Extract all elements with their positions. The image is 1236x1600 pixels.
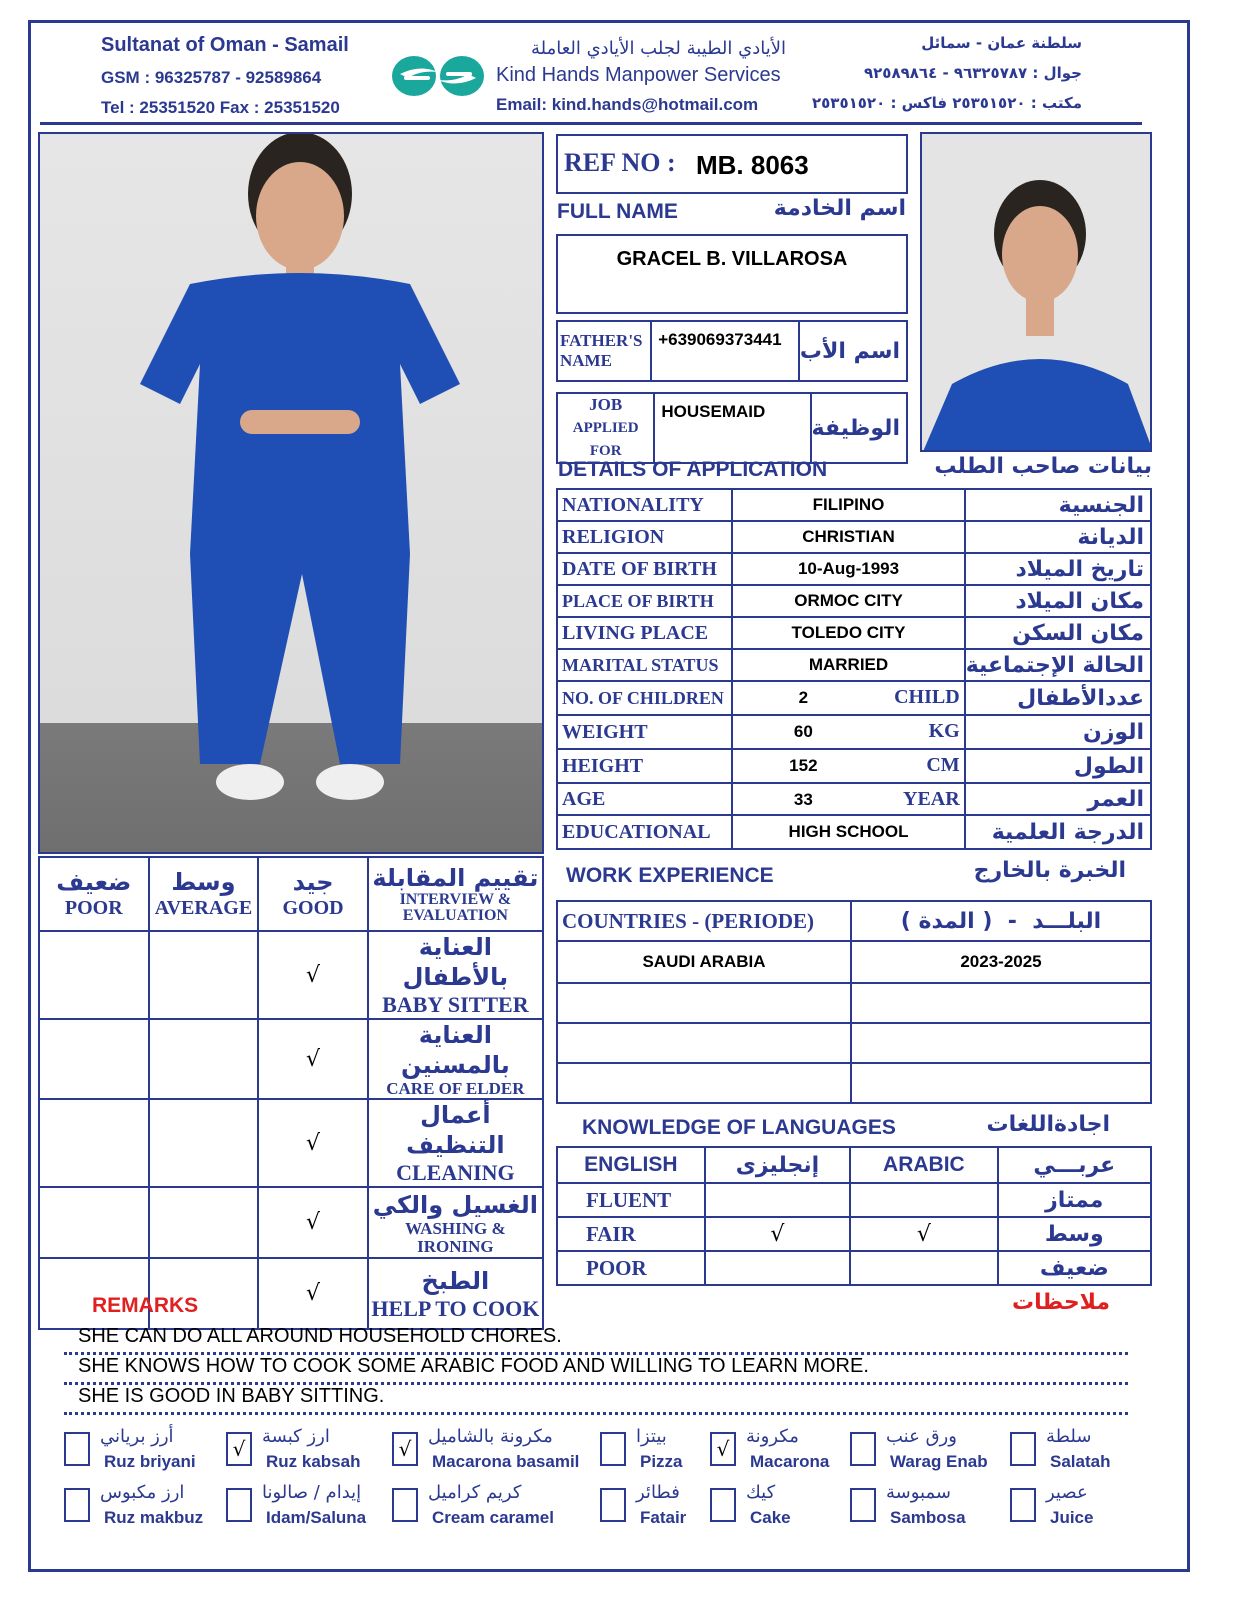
detail-value-cell (732, 649, 964, 681)
evaluation-poor-check (39, 1019, 149, 1099)
food-checkbox[interactable] (392, 1488, 418, 1522)
food-name-ar: إيدام / صالونا (262, 1482, 362, 1503)
detail-value-cell (732, 783, 964, 815)
food-checkbox[interactable]: √ (710, 1432, 736, 1466)
evaluation-header-ar: جيد (292, 868, 334, 896)
details-row (557, 815, 1151, 849)
lang-level-en: FAIR (557, 1217, 705, 1251)
food-name-ar: ورق عنب (886, 1426, 957, 1447)
details-row (557, 649, 1151, 681)
food-checkbox[interactable] (710, 1488, 736, 1522)
evaluation-skill-en: BABY SITTER (382, 992, 529, 1017)
detail-label-en: HEIGHT (557, 749, 732, 783)
food-name-ar: سلطة (1046, 1426, 1092, 1447)
details-row (557, 553, 1151, 585)
lang-level-ar: ممتاز (998, 1183, 1151, 1217)
remark-line: SHE CAN DO ALL AROUND HOUSEHOLD CHORES. (78, 1325, 562, 1347)
evaluation-header (149, 857, 259, 931)
lang-arabic-check (850, 1251, 997, 1285)
languages-title-ar: اجادةاللغات (986, 1112, 1110, 1137)
full-name-label-ar: اسم الخادمة (773, 196, 906, 221)
work-row (557, 941, 1151, 983)
detail-value: ORMOC CITY (794, 591, 903, 610)
job-label-en: JOB APPLIED FOR (557, 393, 654, 463)
detail-value: HIGH SCHOOL (788, 822, 909, 841)
ref-box (556, 134, 908, 194)
detail-label-ar: الديانة (965, 521, 1151, 553)
food-name-ar: سمبوسة (886, 1482, 951, 1503)
lang-english-en: ENGLISH (557, 1147, 705, 1183)
detail-label-en: WEIGHT (557, 715, 732, 749)
header-tel-ar: مكتب : ٢٥٣٥١٥٢٠ فاكس : ٢٥٣٥١٥٢٠ (811, 94, 1082, 112)
lang-level-ar: ضعيف (998, 1251, 1151, 1285)
work-row (557, 1023, 1151, 1063)
detail-label-en: PLACE OF BIRTH (557, 585, 732, 617)
detail-label-ar: العمر (965, 783, 1151, 815)
header-gsm-ar: جوال : ٩٦٣٢٥٧٨٧ - ٩٢٥٨٩٨٦٤ (864, 64, 1082, 82)
father-value-cell (651, 321, 799, 381)
languages-row (557, 1251, 1151, 1285)
detail-value-cell (732, 681, 964, 715)
lang-arabic-check: √ (850, 1217, 997, 1251)
food-name-ar: ارز كبسة (262, 1426, 330, 1447)
detail-label-en: NATIONALITY (557, 489, 732, 521)
details-row (557, 681, 1151, 715)
work-header-row (557, 901, 1151, 941)
detail-label-en: DATE OF BIRTH (557, 553, 732, 585)
food-checkbox[interactable] (1010, 1432, 1036, 1466)
detail-value-cell (732, 815, 964, 849)
evaluation-good-check: √ (258, 1019, 367, 1099)
header-tel-en: Tel : 25351520 Fax : 25351520 (101, 98, 340, 117)
evaluation-good-check: √ (258, 1187, 367, 1258)
detail-value: 33 (793, 790, 813, 809)
hands-logo-icon (390, 54, 486, 98)
evaluation-skill-ar: العناية بالمسنين (400, 1021, 510, 1079)
food-checkbox[interactable] (64, 1488, 90, 1522)
food-checkbox[interactable]: √ (226, 1432, 252, 1466)
work-country (557, 1063, 851, 1103)
lang-arabic-check (850, 1183, 997, 1217)
header-location-ar: سلطنة عمان - سمائل (921, 34, 1082, 52)
evaluation-row (39, 1099, 543, 1187)
detail-value-cell (732, 521, 964, 553)
evaluation-header-en: INTERVIEW & EVALUATION (399, 891, 512, 924)
father-value: +639069373441 (658, 330, 782, 349)
job-label-ar: الوظيفة (811, 393, 907, 463)
full-name-value: GRACEL B. VILLAROSA (616, 248, 848, 270)
father-label-en: FATHER'S NAME (557, 321, 651, 381)
evaluation-skill (368, 1258, 543, 1329)
detail-value: 10-Aug-1993 (797, 559, 900, 578)
food-name-en: Idam/Saluna (266, 1508, 367, 1527)
evaluation-skill-en: CLEANING (396, 1160, 515, 1185)
evaluation-row (39, 931, 543, 1019)
food-name-en: Macarona basamil (432, 1452, 580, 1471)
detail-label-en: MARITAL STATUS (557, 649, 732, 681)
company-name-ar: الأيادي الطيبة لجلب الأيادي العاملة (530, 38, 786, 59)
details-row (557, 749, 1151, 783)
languages-row (557, 1217, 1151, 1251)
languages-table (556, 1146, 1152, 1286)
remark-divider (64, 1412, 1128, 1415)
evaluation-average-check (149, 1019, 259, 1099)
detail-label-ar: مكان السكن (965, 617, 1151, 649)
evaluation-header-en: POOR (64, 897, 123, 919)
evaluation-good-check: √ (258, 931, 367, 1019)
work-row (557, 983, 1151, 1023)
food-checkbox[interactable] (1010, 1488, 1036, 1522)
detail-value-cell (732, 489, 964, 521)
food-checkbox[interactable] (850, 1488, 876, 1522)
evaluation-skill-en: CARE OF ELDER (386, 1079, 525, 1098)
company-name-en: Kind Hands Manpower Services (496, 64, 781, 86)
job-table (556, 392, 908, 464)
detail-value: MARRIED (808, 655, 889, 674)
lang-level-ar: وسط (998, 1217, 1151, 1251)
work-period (851, 1023, 1151, 1063)
evaluation-table (38, 856, 544, 1330)
languages-header-row (557, 1147, 1151, 1183)
header-divider (40, 122, 1142, 125)
food-name-ar: مكرونة بالشاميل (428, 1426, 553, 1447)
lang-arabic-ar: عربـــي (998, 1147, 1151, 1183)
detail-value: CHRISTIAN (802, 527, 895, 546)
detail-label-en: RELIGION (557, 521, 732, 553)
evaluation-header-ar: تقييم المقابلة (372, 864, 539, 892)
details-row (557, 521, 1151, 553)
company-email: Email: kind.hands@hotmail.com (496, 95, 759, 114)
detail-label-ar: الحالة الإجتماعية (965, 649, 1151, 681)
detail-value: TOLEDO CITY (791, 623, 906, 642)
languages-title-en: KNOWLEDGE OF LANGUAGES (582, 1116, 896, 1139)
ref-value: MB. 8063 (696, 150, 809, 180)
evaluation-header-row (39, 857, 543, 931)
food-name-en: Ruz makbuz (104, 1508, 204, 1527)
evaluation-skill (368, 1187, 543, 1258)
detail-label-ar: عددالأطفال (965, 681, 1151, 715)
job-value: HOUSEMAID (661, 402, 766, 421)
evaluation-skill-ar: أعمال التنظيف (406, 1101, 505, 1159)
evaluation-poor-check (39, 931, 149, 1019)
food-name-ar: عصير (1046, 1482, 1088, 1503)
evaluation-poor-check (39, 1187, 149, 1258)
evaluation-poor-check (39, 1099, 149, 1187)
detail-label-ar: الجنسية (965, 489, 1151, 521)
remark-line: SHE KNOWS HOW TO COOK SOME ARABIC FOOD AND WILLING TO LEARN MORE. (78, 1355, 869, 1377)
food-name-en: Warag Enab (890, 1452, 988, 1471)
remark-line: SHE IS GOOD IN BABY SITTING. (78, 1385, 385, 1407)
food-name-en: Ruz kabsah (266, 1452, 361, 1471)
detail-value: 2 (798, 688, 809, 707)
food-checkbox[interactable] (64, 1432, 90, 1466)
full-body-photo (38, 132, 544, 854)
food-checkbox[interactable]: √ (392, 1432, 418, 1466)
evaluation-skill-ar: العناية بالأطفال (402, 933, 509, 991)
details-title-en: DETAILS OF APPLICATION (558, 458, 828, 481)
evaluation-header-en: GOOD (282, 897, 344, 919)
work-table (556, 900, 1152, 1104)
work-title-en: WORK EXPERIENCE (566, 864, 774, 887)
evaluation-skill-ar: الغسيل والكي (372, 1190, 538, 1219)
food-name-ar: بيتزا (636, 1426, 667, 1447)
work-period: 2023-2025 (851, 941, 1151, 983)
details-title-ar: بيانات صاحب الطلب (934, 454, 1152, 479)
remarks-title-ar: ملاحظات (1012, 1290, 1110, 1315)
evaluation-skill (368, 931, 543, 1019)
evaluation-header-en: AVERAGE (154, 897, 253, 919)
languages-row (557, 1183, 1151, 1217)
food-name-en: Juice (1050, 1508, 1094, 1527)
work-country (557, 983, 851, 1023)
evaluation-row (39, 1019, 543, 1099)
detail-value: FILIPINO (812, 495, 885, 514)
detail-value-cell (732, 715, 964, 749)
detail-unit: YEAR (903, 788, 960, 810)
header-gsm-en: GSM : 96325787 - 92589864 (101, 68, 322, 87)
detail-label-ar: الطول (965, 749, 1151, 783)
evaluation-skill-en: HELP TO COOK (371, 1295, 540, 1321)
detail-label-en: NO. OF CHILDREN (557, 681, 732, 715)
portrait-photo (920, 132, 1152, 452)
food-name-en: Macarona (750, 1452, 830, 1471)
evaluation-average-check (149, 1099, 259, 1187)
food-name-en: Cake (750, 1508, 791, 1527)
detail-unit: CM (926, 754, 960, 776)
detail-value: 60 (793, 722, 813, 741)
food-name-ar: فطائر (636, 1482, 680, 1503)
details-row (557, 783, 1151, 815)
lang-english-check: √ (705, 1217, 850, 1251)
work-row (557, 1063, 1151, 1103)
food-name-en: Ruz briyani (104, 1452, 196, 1471)
details-row (557, 715, 1151, 749)
detail-value: 152 (789, 756, 818, 775)
evaluation-header-ar: ضعيف (56, 868, 132, 896)
evaluation-header (39, 857, 149, 931)
ref-label: REF NO : (564, 148, 676, 177)
evaluation-row (39, 1187, 543, 1258)
food-name-en: Cream caramel (432, 1508, 554, 1527)
full-name-box (556, 234, 908, 314)
evaluation-good-check: √ (258, 1258, 367, 1329)
details-table (556, 488, 1152, 850)
detail-value-cell (732, 617, 964, 649)
details-row (557, 585, 1151, 617)
detail-value-cell (732, 749, 964, 783)
food-name-en: Sambosa (890, 1508, 966, 1527)
evaluation-header-ar: وسط (171, 868, 236, 896)
food-checkbox[interactable] (600, 1432, 626, 1466)
lang-level-en: POOR (557, 1251, 705, 1285)
evaluation-header (368, 857, 543, 931)
food-name-en: Fatair (640, 1508, 687, 1527)
work-country: SAUDI ARABIA (557, 941, 851, 983)
food-checkbox[interactable] (226, 1488, 252, 1522)
evaluation-good-check: √ (258, 1099, 367, 1187)
food-checkbox[interactable] (600, 1488, 626, 1522)
detail-label-ar: الدرجة العلمية (965, 815, 1151, 849)
full-name-label-en: FULL NAME (557, 200, 678, 223)
food-name-en: Salatah (1050, 1452, 1111, 1471)
evaluation-skill (368, 1019, 543, 1099)
evaluation-average-check (149, 1187, 259, 1258)
food-name-ar: كريم كراميل (428, 1482, 522, 1503)
food-name-ar: أرز برياني (100, 1426, 174, 1447)
details-row (557, 617, 1151, 649)
work-country (557, 1023, 851, 1063)
evaluation-average-check (149, 931, 259, 1019)
food-checkbox[interactable] (850, 1432, 876, 1466)
details-row (557, 489, 1151, 521)
header-location-en: Sultanat of Oman - Samail (101, 34, 349, 56)
work-header-ar: البلـــد - ( المدة ) (851, 901, 1151, 941)
detail-label-en: LIVING PLACE (557, 617, 732, 649)
food-name-en: Pizza (640, 1452, 683, 1471)
work-period (851, 983, 1151, 1023)
food-name-ar: مكرونة (746, 1426, 799, 1447)
evaluation-skill-en: WASHING & IRONING (405, 1218, 506, 1256)
work-header-en: COUNTRIES - (PERIODE) (557, 901, 851, 941)
food-name-ar: ارز مكبوس (100, 1482, 185, 1503)
detail-value-cell (732, 553, 964, 585)
detail-label-en: EDUCATIONAL (557, 815, 732, 849)
evaluation-header (258, 857, 367, 931)
lang-english-check (705, 1251, 850, 1285)
remarks-title-en: REMARKS (92, 1294, 199, 1317)
detail-label-en: AGE (557, 783, 732, 815)
food-name-ar: كيك (746, 1482, 776, 1503)
lang-arabic-en: ARABIC (850, 1147, 997, 1183)
job-value-cell (654, 393, 810, 463)
lang-level-en: FLUENT (557, 1183, 705, 1217)
evaluation-skill-ar: الطبخ (421, 1266, 490, 1295)
lang-english-check (705, 1183, 850, 1217)
father-name-table (556, 320, 908, 382)
detail-label-ar: الوزن (965, 715, 1151, 749)
lang-english-ar: إنجليزى (705, 1147, 850, 1183)
detail-value-cell (732, 585, 964, 617)
father-label-ar: اسم الأب (799, 321, 907, 381)
work-period (851, 1063, 1151, 1103)
work-title-ar: الخبرة بالخارج (973, 858, 1126, 883)
detail-label-ar: تاريخ الميلاد (965, 553, 1151, 585)
detail-unit: CHILD (894, 686, 960, 708)
detail-unit: KG (928, 720, 960, 742)
detail-label-ar: مكان الميلاد (965, 585, 1151, 617)
evaluation-skill (368, 1099, 543, 1187)
